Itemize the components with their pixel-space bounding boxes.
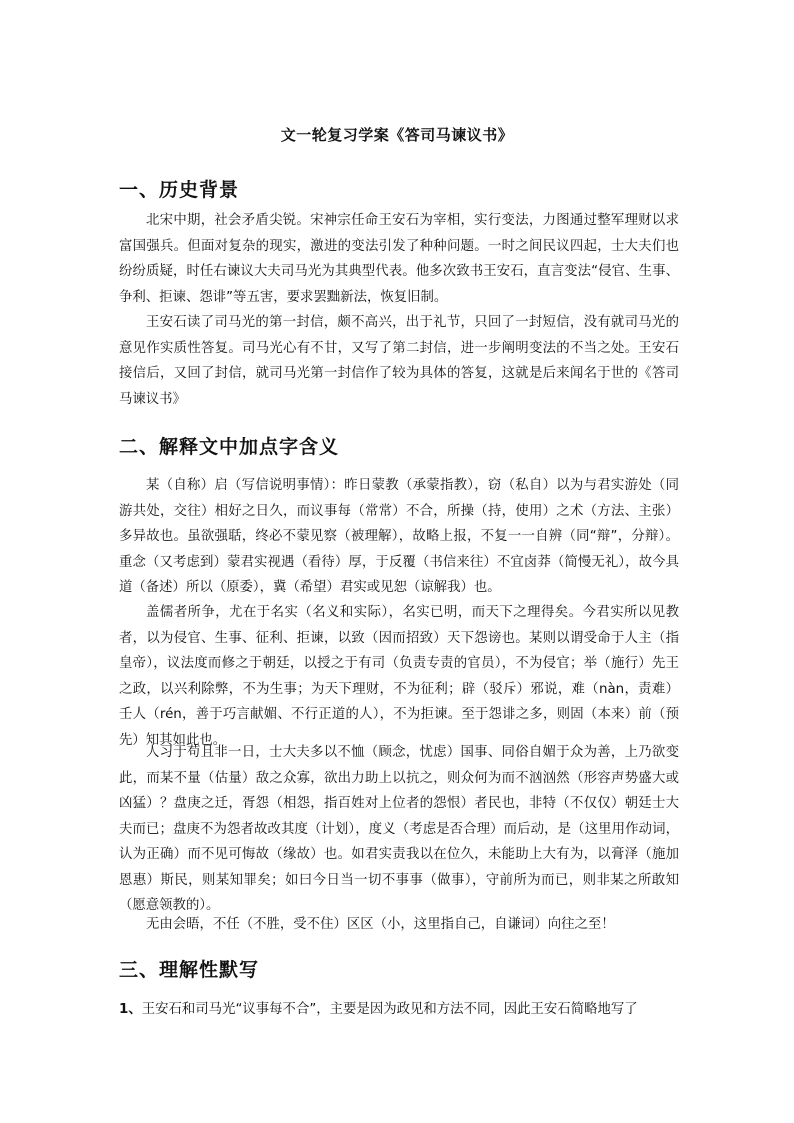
paragraph: 无由会晤，不任（不胜，受不住）区区（小，这里指自己，自谦词）向往之至！ — [146, 917, 615, 932]
question-text: 王安石和司马光“议事每不合”，主要是因为政见和方法不同，因此王安石简略地写了 — [141, 1002, 638, 1017]
question-item — [119, 998, 684, 1022]
question-number: 1、 — [119, 1002, 142, 1017]
paragraph: 北宋中期，社会矛盾尖锐。宋神宗任命王安石为宰相，实行变法，力图通过整军理财以求富国强兵。但面对复杂的现实，激进的变法引发了种种问题。一时之间民议四起，士大夫们也纷纷质疑，时任右谏议大夫司马光为其典型代表。他多次致书王安石，直言变法“侵官、生事、争利、拒谏、怨诽”等五害，要求罢黜新法，恢复旧制。 — [119, 213, 679, 305]
paragraph: 王安石读了司马光的第一封信，颇不高兴，出于礼节，只回了一封短信，没有就司马光的意见作实质性答复。司马光心有不甘，又写了第二封信，进一步阐明变法的不当之处。王安石接信后，又回了封信，就司马光第一封信作了较为具体的答复，这就是后来闻名于世的《答司马谏议书》 — [119, 315, 679, 407]
section-body-glossary-3 — [119, 740, 679, 919]
section-heading-glossary: 二、解释文中加点字含义 — [119, 436, 340, 458]
paragraph: 某（自称）启（写信说明事情）：昨日蒙教（承蒙指教），窃（私自）以为与君实游处（同游共处，交往）相好之日久，而议事每（常常）不合，所操（持，使用）之术（方法、主张）多异故也。虽欲强聒，终必不蒙见察（被理解），故略上报，不复一一自辨（同“辩”，分辩）。重念（又考虑到）蒙君实视遇（看待）厚，于反覆（书信来往）不宜卤莽（简慢无礼），故今具道（备述）所以（原委），冀（希望）君实或见恕（谅解我）也。 — [119, 478, 679, 595]
section-body-glossary-2 — [119, 600, 679, 753]
section-heading-dictation: 三、理解性默写 — [119, 959, 260, 981]
paragraph: 人习于苟且非一日，士大夫多以不恤（顾念，忧虑）国事、同俗自媚于众为善，上乃欲变此，而某不量（估量）敌之众寡，欲出力助上以抗之，则众何为而不汹汹然（形容声势盛大或凶猛）？盘庚之迁，胥怨（相怨，指百姓对上位者的怨恨）者民也，非特（不仅仅）朝廷士大夫而已；盘庚不为怨者故改其度（计划），度义（考虑是否合理）而后动，是（这里用作动词，认为正确）而不见可悔故（缘故）也。如君实责我以在位久，未能助上大有为，以膏泽（施加恩惠）斯民，则某知罪矣；如曰今日当一切不事事（做事），守前所为而已，则非某之所敢知（愿意领教的）。 — [119, 745, 679, 913]
section-body-glossary — [119, 473, 679, 601]
document-title: 文一轮复习学案《答司马谏议书》 — [280, 126, 514, 144]
section-body-glossary-4 — [119, 912, 679, 938]
paragraph: 盖儒者所争，尤在于名实（名义和实际），名实已明，而天下之理得矣。今君实所以见教者，以为侵官、生事、征利、拒谏，以致（因而招致）天下怨谤也。某则以谓受命于人主（指皇帝），议法度而修之于朝廷，以授之于有司（负责专责的官员），不为侵官；举（施行）先王之政，以兴利除弊，不为生事；为天下理财，不为征利；辟（驳斥）邪说，难（nàn，责难）壬人（rén，善于巧言献媚、不行正道的人），不为拒谏。至于怨诽之多，则固（本来）前（预先）知其如此也。 — [119, 605, 679, 748]
section-heading-background: 一、历史背景 — [119, 179, 240, 201]
section-body-background — [119, 208, 679, 412]
